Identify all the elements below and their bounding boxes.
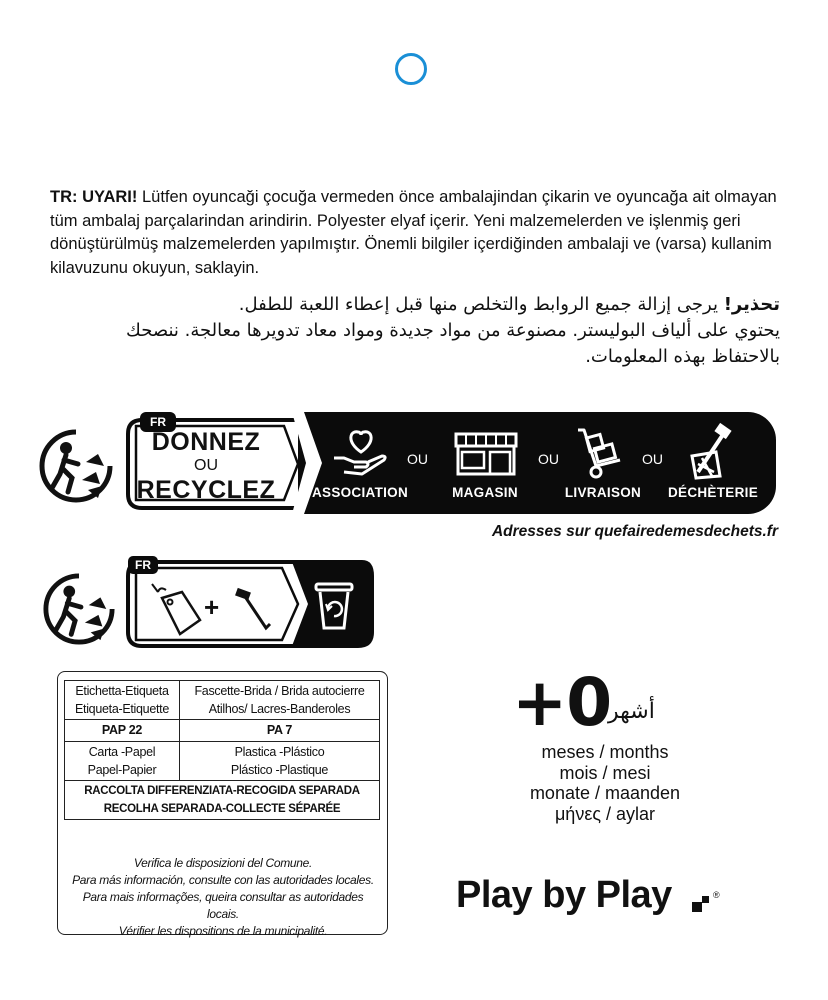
age-unit-line: mois / mesi — [559, 762, 651, 783]
table-row — [65, 720, 380, 742]
cell-text: Atilhos/ Lacres-Banderoles — [208, 702, 351, 716]
verify-line: Para mais informações, queira consultar as autoridades locais. — [82, 890, 364, 921]
option-separator-2: OU — [538, 451, 559, 467]
hand-heart-icon — [332, 426, 390, 478]
store-icon — [452, 430, 520, 478]
donnez-label: DONNEZ — [151, 428, 261, 456]
brand-square-mark-icon — [692, 896, 710, 914]
label-tag-icon — [148, 582, 204, 638]
table-cell: PA 7 — [180, 720, 380, 742]
brand-name: Play by Play — [456, 874, 672, 916]
arabic-line-3: بالاحتفاظ بهذه المعلومات. — [585, 346, 780, 367]
cell-text: Fascette-Brida / Brida autocierre — [194, 684, 365, 698]
arabic-line-1-text: يرجى إزالة جميع الروابط والتخلص منها قبل إعطاء اللعبة للطفل. — [238, 294, 724, 315]
fr-tag-2: FR — [135, 558, 151, 572]
brand-logo — [456, 874, 672, 917]
arabic-line-1 — [50, 292, 780, 318]
cell-text: Etiqueta-Etiquette — [75, 702, 169, 716]
collection-line-1: RACCOLTA DIFFERENZIATA-RECOGIDA SEPARADA — [84, 785, 360, 797]
age-units — [460, 742, 750, 824]
option-separator-1: OU — [407, 451, 428, 467]
table-cell — [180, 681, 380, 720]
turkish-warning-text: Lütfen oyuncaği çocuğa vermeden önce ambalajindan çikarin ve oyuncağa ait olmayan tüm ambalaj parçalarindan arindirin. Polyester elyaf içerir. Yeni malzemelerden ve işlenmiş geri dönüştürülmüş malzemelerden yapılmıştır. Önemli bilgiler içerdiğinden ambalaji ve (varsa) kullanim kilavuzunu okuyun, saklayin. — [50, 188, 777, 277]
fr-tag: FR — [150, 415, 166, 429]
option-magasin: MAGASIN — [452, 485, 518, 500]
verify-line: Para más información, consulte con las autoridades locales. — [72, 873, 374, 887]
arabic-warning — [50, 292, 780, 370]
cell-text: Etichetta-Etiqueta — [75, 684, 169, 698]
verify-line: Vérifier les dispositions de la municipalité. — [118, 924, 328, 938]
recyclez-label: RECYCLEZ — [136, 476, 276, 504]
table-cell — [180, 742, 380, 781]
age-unit-line: μήνες / aylar — [554, 803, 656, 824]
option-separator-3: OU — [642, 451, 663, 467]
cell-text: Plástico -Plastique — [230, 763, 329, 777]
collection-line-2: RECOLHA SEPARADA-COLLECTE SÉPARÉE — [103, 803, 341, 815]
hang-hole-circle — [395, 53, 427, 85]
age-value: +0 — [512, 664, 612, 741]
table-cell — [65, 742, 180, 781]
option-decheterie: DÉCHÈTERIE — [667, 485, 758, 500]
materials-table — [64, 680, 380, 820]
cable-tie-icon — [232, 584, 276, 636]
cell-text: Carta -Papel — [88, 745, 156, 759]
waste-disposal-icon — [686, 422, 742, 480]
age-arabic: أشهر — [608, 699, 655, 724]
cell-text: Plastica -Plástico — [234, 745, 325, 759]
collection-cell — [65, 781, 380, 820]
age-unit-line: meses / months — [541, 742, 669, 762]
triman-icon-2 — [42, 572, 116, 646]
age-unit-line: monate / maanden — [529, 783, 681, 803]
option-livraison: LIVRAISON — [564, 485, 642, 500]
table-cell: PAP 22 — [65, 720, 180, 742]
arabic-warning-lead: تحذير! — [723, 294, 780, 315]
table-row — [65, 781, 380, 820]
registered-mark: ® — [713, 890, 720, 900]
table-row — [65, 742, 380, 781]
verify-notes — [66, 855, 380, 940]
recycling-bin-icon — [312, 580, 356, 634]
option-association: ASSOCIATION — [311, 485, 409, 500]
triman-icon — [38, 428, 114, 504]
turkish-warning — [50, 186, 790, 280]
arabic-line-2: يحتوي على ألياف البوليستر. مصنوعة من مواد جديدة ومواد معاد تدويرها معالجة. ننصحك — [126, 320, 780, 341]
recycling-address: Adresses sur quefairedemesdechets.fr — [491, 523, 778, 540]
turkish-warning-lead: TR: UYARI! — [50, 188, 138, 206]
plus-sign: + — [204, 592, 220, 622]
table-cell — [65, 681, 180, 720]
verify-line: Verifica le disposizioni del Comune. — [133, 856, 313, 870]
ou-label: OU — [194, 457, 218, 474]
cell-text: Papel-Papier — [87, 763, 157, 777]
table-row — [65, 681, 380, 720]
delivery-trolley-icon — [574, 426, 624, 480]
